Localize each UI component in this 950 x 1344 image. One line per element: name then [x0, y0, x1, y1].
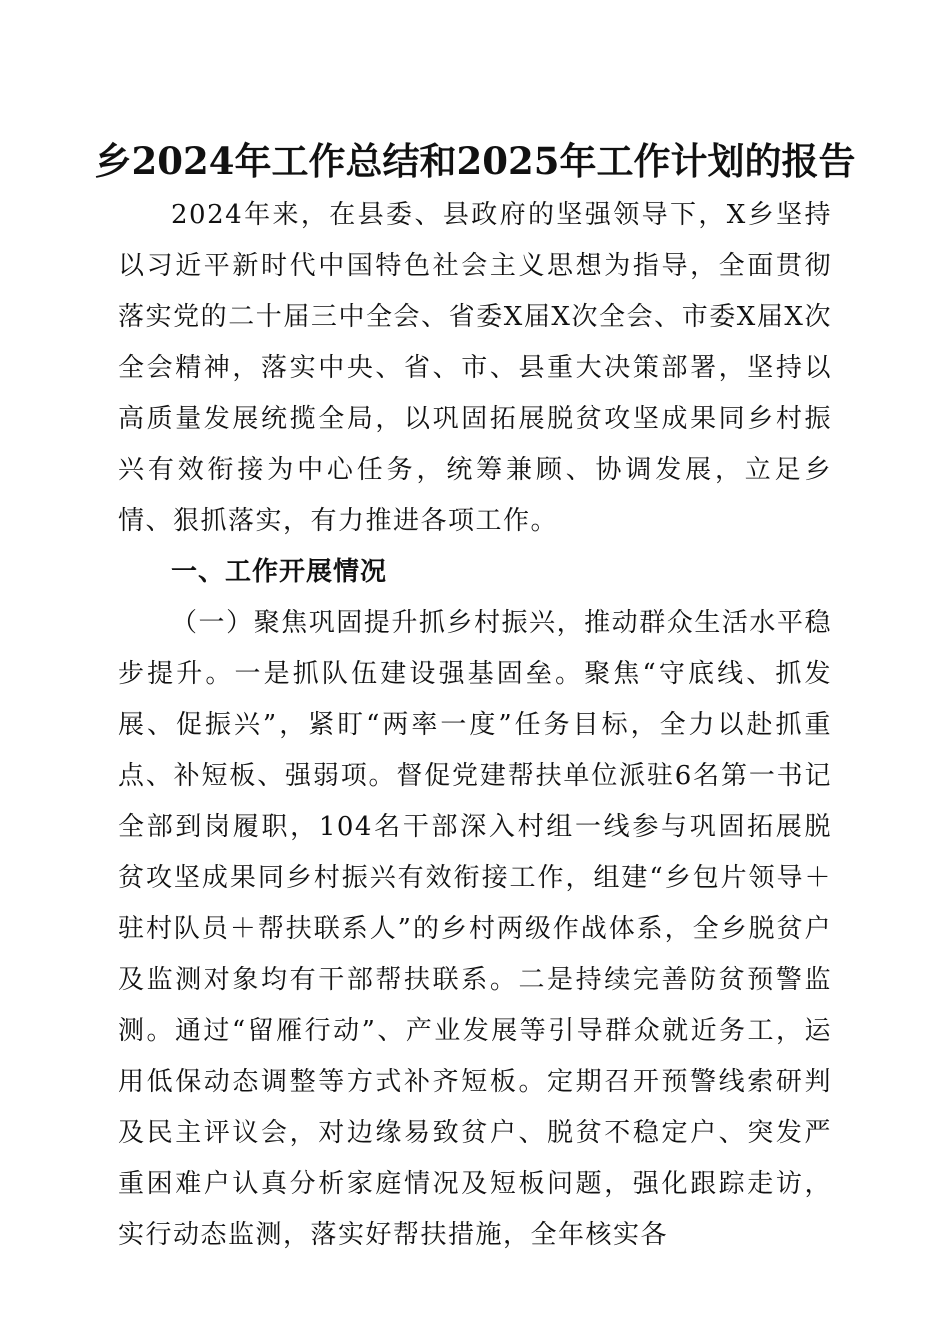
document-title: 乡2024年工作总结和2025年工作计划的报告 — [94, 139, 856, 183]
section-heading: 一、工作开展情况 — [171, 557, 388, 587]
intro-paragraph: 2024年来，在县委、县政府的坚强领导下，X乡坚持以习近平新时代中国特色社会主义思想为指导，全面贯彻落实党的二十届三中全会、省委X届X次全会、市委X届X次全会精神，落实中央、省、市、县重大决策部署，坚持以高质量发展统揽全局，以巩固拓展脱贫攻坚成果同乡村振兴有效衔接为中心任务，统筹兼顾、协调发展，立足乡情、狠抓落实，有力推进各项工作。 — [118, 200, 832, 536]
section-paragraph: （一）聚焦巩固提升抓乡村振兴，推动群众生活水平稳步提升。一是抓队伍建设强基固垒。聚焦“守底线、抓发展、促振兴”，紧盯“两率一度”任务目标，全力以赴抓重点、补短板、强弱项。督促党建帮扶单位派驻6名第一书记全部到岗履职，104名干部深入村组一线参与巩固拓展脱贫攻坚成果同乡村振兴有效衔接工作，组建“乡包片领导＋驻村队员＋帮扶联系人”的乡村两级作战体系，全乡脱贫户及监测对象均有干部帮扶联系。二是持续完善防贫预警监测。通过“留雁行动”、产业发展等引导群众就近务工，运用低保动态调整等方式补齐短板。定期召开预警线索研判及民主评议会，对边缘易致贫户、脱贫不稳定户、突发严重困难户认真分析家庭情况及短板问题，强化跟踪走访，实行动态监测，落实好帮扶措施，全年核实各 — [118, 608, 832, 1250]
